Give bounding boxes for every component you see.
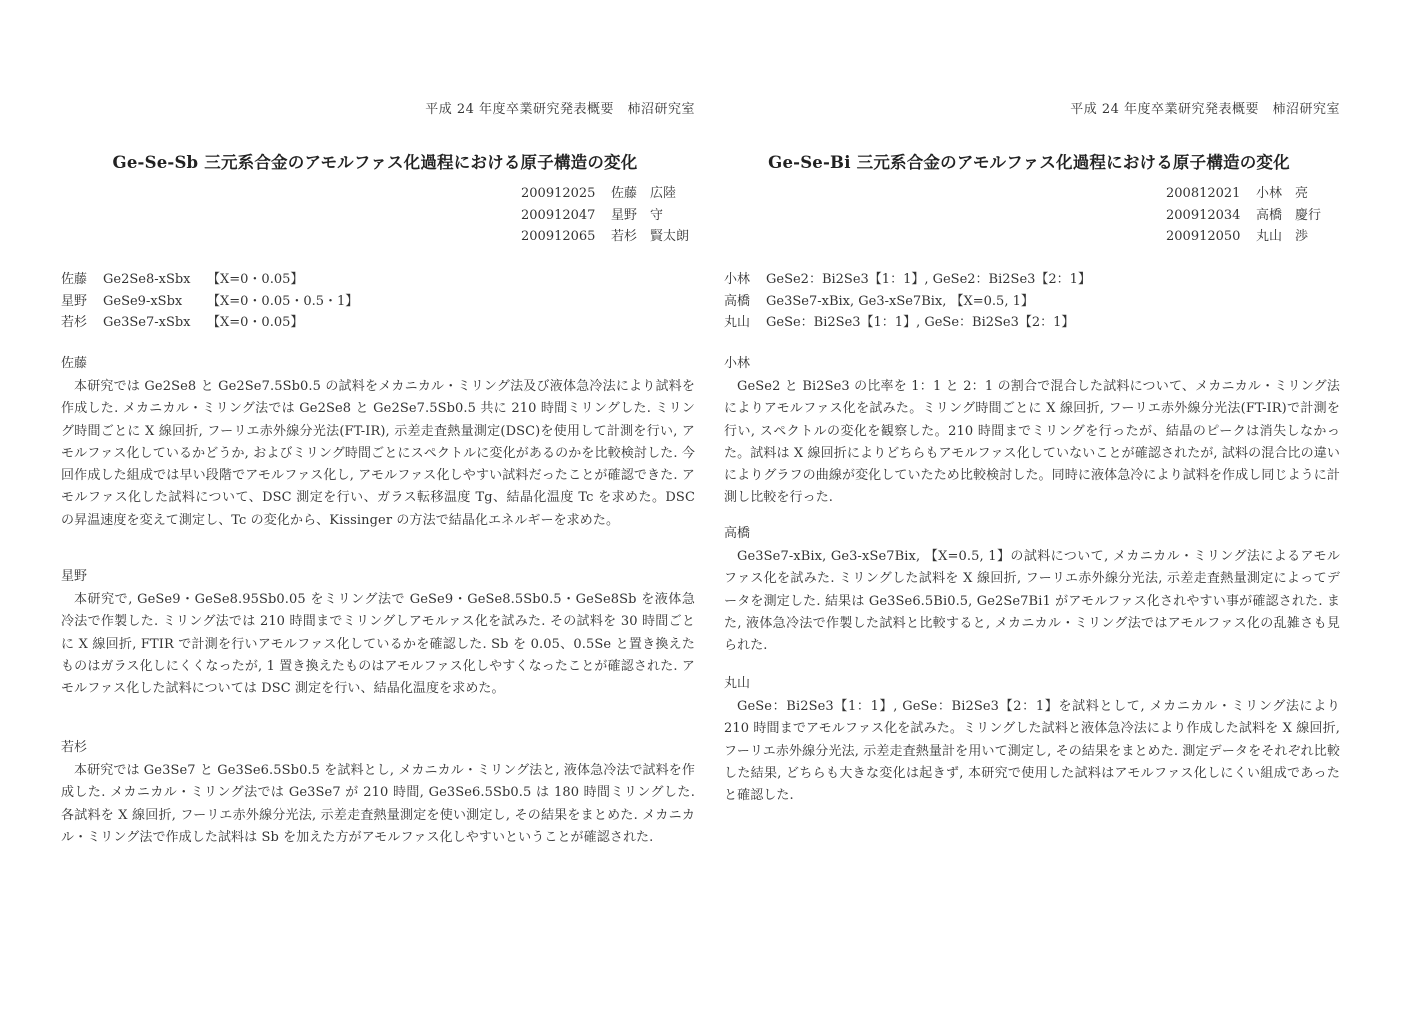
section-sato (61, 354, 695, 532)
author-list (1166, 183, 1340, 248)
composition-formula: Ge3Se7-xBix, Ge3-xSe7Bix, 【X=0.5, 1】 (766, 293, 1034, 309)
composition-formula: Ge2Se8-xSbx (103, 272, 191, 287)
composition-list (724, 269, 1091, 334)
composition-formula: Ge3Se7-xSbx (103, 315, 191, 330)
composition-formula: GeSe：Bi2Se3【1：1】, GeSe：Bi2Se3【2：1】 (766, 315, 1075, 330)
student-name: 小林 亮 (1256, 186, 1309, 201)
author-list (521, 183, 695, 248)
student-id: 200912025 (521, 186, 596, 201)
student-id: 200912034 (1166, 207, 1241, 223)
student-name: 若杉 賢太朗 (611, 229, 690, 244)
section-heading: 小林 (724, 356, 751, 371)
section-body: Ge3Se7-xBix, Ge3-xSe7Bix, 【X=0.5, 1】の試料について, メカニカル・ミリング法によるアモルファス化を試みた. ミリングした試料を X 線回折, フーリエ赤外線分光法, 示差走査熱量測定によってデータを測定した. 結果は Ge3Se6.5Bi0.5, Ge2Se7Bi1 がアモルファス化されやすい事が確認された. また, 液体急冷法で作製した試料と比較すると, メカニカル・ミリング法ではアモルファス化の乱雑さも見られた. (724, 549, 1340, 654)
author-row (521, 183, 695, 205)
section-heading: 星野 (61, 569, 88, 584)
student-name: 丸山 渉 (1256, 229, 1309, 244)
section-wakasugi (61, 738, 695, 849)
page-title: Ge-Se-Bi 三元系合金のアモルファス化過程における原子構造の変化 (768, 153, 1290, 172)
student-id: 200912050 (1166, 229, 1241, 244)
section-body: GeSe2 と Bi2Se3 の比率を 1：1 と 2：1 の割合で混合した試料について、メカニカル・ミリング法によりアモルファス化を試みた。ミリング時間ごとに X 線回折, フーリエ赤外線分光法(FT-IR)で計測を行い, スペクトルの変化を観察した。210 時間までミリングを行ったが、結晶のピークは消失しなかった。試料は X 線回折によりどちらもアモルファス化していないことが確認されたが, 試料の混合比の違いによりグラフの曲線が変化していたため比較検討した。同時に液体急冷により試料を作成し同じように計測し比較を行った. (724, 379, 1340, 506)
right-page (718, 0, 1340, 1020)
student-name: 星野 守 (611, 207, 664, 223)
section-body: 本研究で, GeSe9・GeSe8.95Sb0.05 をミリング法で GeSe9・GeSe8.5Sb0.5・GeSe8Sb を液体急冷法で作製した. ミリング法では 210 時間までミリングしアモルァス化を試みた. その試料を 30 時間ごとに X 線回折, FTIR で計測を行いアモルファス化しているかを確認した. Sb を 0.05、0.5Se と置き換えたものはガラス化しにくくなったが, 1 置き換えたものはアモルファス化しやすくなったことが確認された. アモルファス化した試料については DSC 測定を行い、結晶化温度を求めた。 (61, 592, 695, 697)
composition-student: 高橋 (724, 293, 751, 309)
author-row (1166, 183, 1340, 205)
section-body: 本研究では Ge2Se8 と Ge2Se7.5Sb0.5 の試料をメカニカル・ミリング法及び液体急冷法により試料を作成した. メカニカル・ミリング法では Ge2Se8 と Ge2Se7.5Sb0.5 共に 210 時間ミリングした. ミリング時間ごとに X 線回折, フーリエ赤外線分光法(FT-IR), 示差走査熱量測定(DSC)を使用して計測を行い, アモルファス化しているかどうか, およびミリング時間ごとにスペクトルに変化があるのかを比較検討した. 今回作成した組成では早い段階でアモルファス化し, アモルファス化しやすい試料だったことが確認できた. アモルファス化した試料について、DSC 測定を行い、ガラス転移温度 Tg、結晶化温度 Tc を求めた。DSC の昇温速度を変えて測定し、Tc の変化から、Kissinger の方法で結晶化エネルギーを求めた。 (61, 379, 695, 528)
composition-student: 丸山 (724, 315, 751, 330)
page-header: 平成 24 年度卒業研究発表概要 柿沼研究室 (1070, 102, 1340, 117)
author-row (1166, 205, 1340, 227)
composition-student: 佐藤 (61, 272, 88, 287)
section-heading: 高橋 (724, 526, 751, 541)
page-header: 平成 24 年度卒業研究発表概要 柿沼研究室 (425, 102, 695, 117)
section-maruyama (724, 674, 1340, 807)
left-page (55, 0, 695, 1020)
section-heading: 佐藤 (61, 356, 88, 371)
page-title: Ge-Se-Sb 三元系合金のアモルファス化過程における原子構造の変化 (112, 153, 638, 172)
composition-formula: GeSe9-xSbx (103, 293, 183, 309)
composition-formula: GeSe2：Bi2Se3【1：1】, GeSe2：Bi2Se3【2：1】 (766, 272, 1091, 287)
composition-row (61, 291, 358, 313)
composition-range: 【X=0・0.05】 (207, 272, 304, 287)
composition-row (61, 269, 358, 291)
student-id: 200912047 (521, 207, 596, 223)
section-kobayashi (724, 354, 1340, 510)
composition-row (724, 312, 1091, 334)
composition-student: 星野 (61, 293, 88, 309)
section-heading: 若杉 (61, 740, 88, 755)
student-name: 佐藤 広陸 (611, 186, 677, 201)
student-id: 200912065 (521, 229, 596, 244)
author-row (1166, 226, 1340, 248)
composition-range: 【X=0・0.05・0.5・1】 (207, 293, 359, 309)
student-name: 高橋 慶行 (1256, 207, 1322, 223)
section-takahashi (724, 524, 1340, 657)
composition-row (724, 291, 1091, 313)
section-hoshino (61, 567, 695, 700)
student-id: 200812021 (1166, 186, 1241, 201)
composition-row (61, 312, 358, 334)
author-row (521, 226, 695, 248)
composition-row (724, 269, 1091, 291)
composition-student: 若杉 (61, 315, 88, 330)
composition-list (61, 269, 358, 334)
section-heading: 丸山 (724, 676, 751, 691)
section-body: GeSe：Bi2Se3【1：1】, GeSe：Bi2Se3【2：1】を試料として, メカニカル・ミリング法により 210 時間までアモルファス化を試みた。ミリングした試料と液体急冷法により作成した試料を X 線回折, フーリエ赤外線分光法, 示差走査熱量計を用いて測定し, その結果をまとめた. 測定データをそれぞれ比較した結果, どちらも大きな変化は起きず, 本研究で使用した試料はアモルファス化しにくい組成であったと確認した. (724, 699, 1340, 804)
composition-range: 【X=0・0.05】 (207, 315, 304, 330)
author-row (521, 205, 695, 227)
section-body: 本研究では Ge3Se7 と Ge3Se6.5Sb0.5 を試料とし, メカニカル・ミリング法と, 液体急冷法で試料を作成した. メカニカル・ミリング法では Ge3Se7 が 210 時間, Ge3Se6.5Sb0.5 は 180 時間ミリングした. 各試料を X 線回折, フーリエ赤外線分光法, 示差走査熱量測定を使い測定し, その結果をまとめた. メカニカル・ミリング法で作成した試料は Sb を加えた方がアモルファス化しやすいということが確認された. (61, 763, 695, 845)
composition-student: 小林 (724, 272, 751, 287)
